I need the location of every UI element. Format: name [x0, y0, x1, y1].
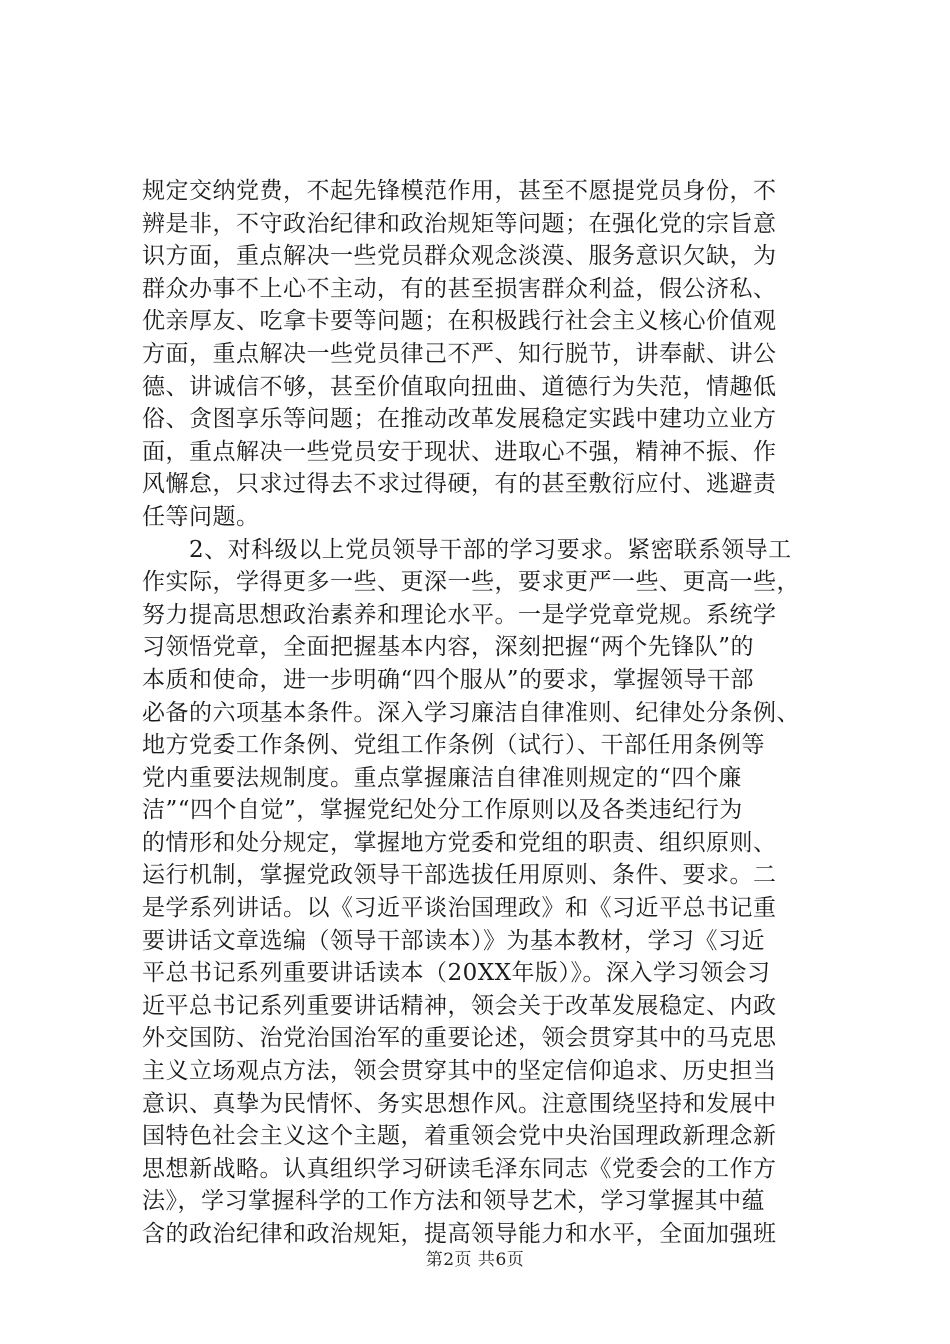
- text-line: 面，重点解决一些党员安于现状、进取心不强，精神不振、作: [142, 438, 777, 465]
- text-line: 国特色社会主义这个主题，着重领会党中央治国理政新理念新: [142, 1123, 777, 1150]
- text-line: 近平总书记系列重要讲话精神，领会关于改革发展稳定、内政: [142, 992, 777, 1019]
- text-line: 地方党委工作条例、党组工作条例（试行）、干部任用条例等: [142, 732, 765, 759]
- text-line: 作实际，学得更多一些、更深一些，要求更严一些、更高一些，: [142, 569, 800, 596]
- text-line: 2、对科级以上党员领导干部的学习要求。紧密联系领导工: [142, 536, 792, 563]
- text-line: 含的政治纪律和政治规矩，提高领导能力和水平，全面加强班: [142, 1221, 777, 1247]
- text-line: 党内重要法规制度。重点掌握廉洁自律准则规定的“四个廉: [142, 764, 742, 791]
- text-line: 方面，重点解决一些党员律己不严、知行脱节，讲奉献、讲公: [142, 340, 777, 367]
- text-line: 是学系列讲话。以《习近平谈治国理政》和《习近平总书记重: [142, 895, 777, 922]
- text-line: 俗、贪图享乐等问题；在推动改革发展稳定实践中建功立业方: [142, 406, 777, 433]
- text-line: 洁”“四个自觉”，掌握党纪处分工作原则以及各类违纪行为: [142, 797, 743, 824]
- text-line: 法》，学习掌握科学的工作方法和领导艺术，学习掌握其中蕴: [142, 1188, 765, 1215]
- text-line: 必备的六项基本条件。深入学习廉洁自律准则、纪律处分条例、: [142, 699, 800, 726]
- text-line: 群众办事不上心不主动，有的甚至损害群众利益，假公济私、: [142, 275, 777, 302]
- text-line: 识方面，重点解决一些党员群众观念淡漠、服务意识欠缺，为: [142, 243, 777, 270]
- text-line: 优亲厚友、吃拿卡要等问题；在积极践行社会主义核心价值观: [142, 308, 777, 335]
- text-line: 意识、真挚为民情怀、务实思想作风。注意围绕坚持和发展中: [142, 1090, 777, 1117]
- text-line: 本质和使命，进一步明确“四个服从”的要求，掌握领导干部: [142, 666, 755, 693]
- text-line: 运行机制，掌握党政领导干部选拔任用原则、条件、要求。二: [142, 862, 777, 889]
- text-line: 规定交纳党费，不起先锋模范作用，甚至不愿提党员身份，不: [142, 178, 777, 204]
- text-line: 德、讲诚信不够，甚至价值取向扭曲、道德行为失范，情趣低: [142, 373, 777, 400]
- text-line: 要讲话文章选编（领导干部读本）》为基本教材，学习《习近: [142, 927, 765, 954]
- text-line: 平总书记系列重要讲话读本（20XX年版）》。深入学习领会习: [142, 960, 771, 987]
- text-line: 的情形和处分规定，掌握地方党委和党组的职责、组织原则、: [142, 829, 777, 856]
- text-line: 风懈怠，只求过得去不求过得硬，有的甚至敷衍应付、逃避责: [142, 471, 777, 498]
- body-text: [142, 175, 862, 1251]
- text-line: 努力提高思想政治素养和理论水平。一是学党章党规。系统学: [142, 601, 777, 628]
- text-line: 思想新战略。认真组织学习研读毛泽东同志《党委会的工作方: [142, 1155, 777, 1182]
- text-line: 辨是非，不守政治纪律和政治规矩等问题；在强化党的宗旨意: [142, 210, 777, 237]
- text-line: 主义立场观点方法，领会贯穿其中的坚定信仰追求、历史担当: [142, 1058, 777, 1085]
- text-line: 外交国防、治党治国治军的重要论述，领会贯穿其中的马克思: [142, 1025, 777, 1052]
- text-line: 习领悟党章，全面把握基本内容，深刻把握“两个先锋队”的: [142, 634, 755, 661]
- text-line: 任等问题。: [142, 503, 260, 530]
- page-number-footer: 第2页 共6页: [425, 1250, 525, 1270]
